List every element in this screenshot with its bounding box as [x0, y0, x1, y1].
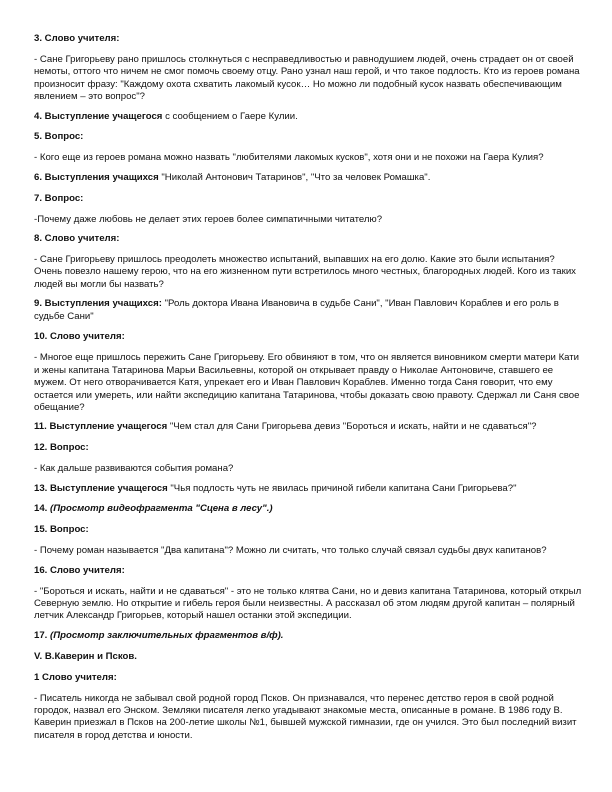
heading-label: 17.	[34, 629, 51, 641]
section-heading	[34, 331, 582, 343]
section-heading	[34, 565, 582, 577]
section-heading	[34, 630, 582, 642]
section-heading	[34, 233, 582, 245]
heading-italic: (Просмотр заключительных фрагментов в/ф).	[50, 629, 284, 641]
heading-text: "Николай Антонович Татаринов", "Что за человек Ромашка".	[158, 171, 431, 183]
heading-label: 12. Вопрос:	[34, 442, 89, 454]
heading-text: с сообщением о Гаере Кулии.	[162, 110, 298, 122]
section-heading	[34, 651, 582, 663]
heading-label: 10. Слово учителя:	[34, 331, 125, 343]
heading-label: 9. Выступления учащихся:	[34, 298, 162, 310]
paragraph: - Почему роман называется "Два капитана"? Можно ли считать, что только случай связал судьбы двух капитанов?	[34, 545, 547, 557]
heading-label: 15. Вопрос:	[34, 524, 89, 536]
heading-label: 3. Слово учителя:	[34, 33, 120, 44]
section-heading	[34, 33, 582, 45]
section-heading	[34, 672, 582, 684]
paragraph: - Писатель никогда не забывал свой родной город Псков. Он признавался, что перенес детство героя в свой родной городок, назвал его Энском. Земляки писателя легко угадывают знакомые места, описанные в романе. В 1986 году В. Каверин приезжал в Псков на 200-летие школы №1, бывшей мужской гимназии, где он учился. Это был последний визит писателя в город детства и юности.	[34, 692, 577, 741]
section-heading	[34, 442, 582, 454]
section-heading	[34, 483, 582, 495]
paragraph: - Сане Григорьеву пришлось преодолеть множество испытаний, выпавших на его долю. Какие это были испытания? Очень повезло нашему герою, что на его жизненном пути встретилось много честных, благородных людей. Кого из таких людей вы могли бы назвать?	[34, 253, 576, 290]
section-heading	[34, 298, 582, 323]
heading-text: "Чем стал для Сани Григорьева девиз "Бороться и искать, найти и не сдаваться"?	[167, 421, 537, 433]
heading-label: 14.	[34, 503, 51, 515]
section-heading	[34, 503, 582, 515]
document-page	[34, 33, 582, 749]
paragraph: -Почему даже любовь не делает этих героев более симпатичными читателю?	[34, 213, 383, 225]
heading-italic: (Просмотр видеофрагмента "Сцена в лесу".)	[50, 503, 273, 515]
heading-label: 6. Выступления учащихся	[34, 171, 159, 183]
paragraph: - "Бороться и искать, найти и не сдаваться" - это не только клятва Сани, но и девиз капитана Татаринова, который открыл Северную землю. Но открытие и гибель героя были неизвестны. А рассказал об этом людям другой капитан – полярный летчик Александр Григорьев, который нашел останки этой экспедиции.	[34, 585, 582, 622]
heading-text: "Чья подлость чуть не явилась причиной гибели капитана Сани Григорьева?"	[167, 482, 517, 494]
section-heading	[34, 193, 582, 205]
section-heading	[34, 111, 582, 123]
heading-label: 11. Выступление учащегося	[34, 421, 168, 433]
heading-label: 13. Выступление учащегося	[34, 482, 168, 494]
paragraph: - Как дальше развиваются события романа?	[34, 463, 234, 475]
section-heading	[34, 421, 582, 433]
heading-text: "Роль доктора Ивана Ивановича в судьбе Сани", "Иван Павлович Кораблев и его роль в судьбе Сани"	[34, 298, 559, 322]
section-heading	[34, 172, 582, 184]
paragraph: - Многое еще пришлось пережить Сане Григорьеву. Его обвиняют в том, что он является виновником смерти матери Кати и жены капитана Татаринова Марьи Васильевны, которой он открывает правду о Николае Антоновиче, ставшего ее мужем. От него отворачивается Катя, упрекает его и Иван Павлович Кораблев. Именно тогда Саня говорит, что ему остается или умереть, или найти экспедицию капитана Татаринова, чтобы доказать свою правоту. Сдержал ли Саня свое обещание?	[34, 352, 580, 413]
heading-label: 16. Слово учителя:	[34, 564, 125, 576]
heading-label: V. В.Каверин и Псков.	[34, 650, 137, 662]
paragraph: - Сане Григорьеву рано пришлось столкнуться с несправедливостью и равнодушием людей, очень страдает он от своей немоты, оттого что ничем не смог помочь своему отцу. Рано узнал наш герой, и что такое подлость. Кто из героев романа произносит фразу: "Каждому охота схватить лакомый кусок… Но можно ли подобный кусок назвать обеспечивающим явлением – это вопрос"?	[34, 53, 580, 103]
heading-label: 8. Слово учителя:	[34, 232, 120, 244]
heading-label: 5. Вопрос:	[34, 131, 84, 143]
heading-label: 1 Слово учителя:	[34, 671, 117, 683]
section-heading	[34, 131, 582, 143]
heading-label: 7. Вопрос:	[34, 192, 84, 204]
section-heading	[34, 524, 582, 536]
heading-label: 4. Выступление учащегося	[34, 110, 163, 122]
paragraph: - Кого еще из героев романа можно назвать "любителями лакомых кусков", хотя они и не похожи на Гаера Кулия?	[34, 152, 544, 164]
